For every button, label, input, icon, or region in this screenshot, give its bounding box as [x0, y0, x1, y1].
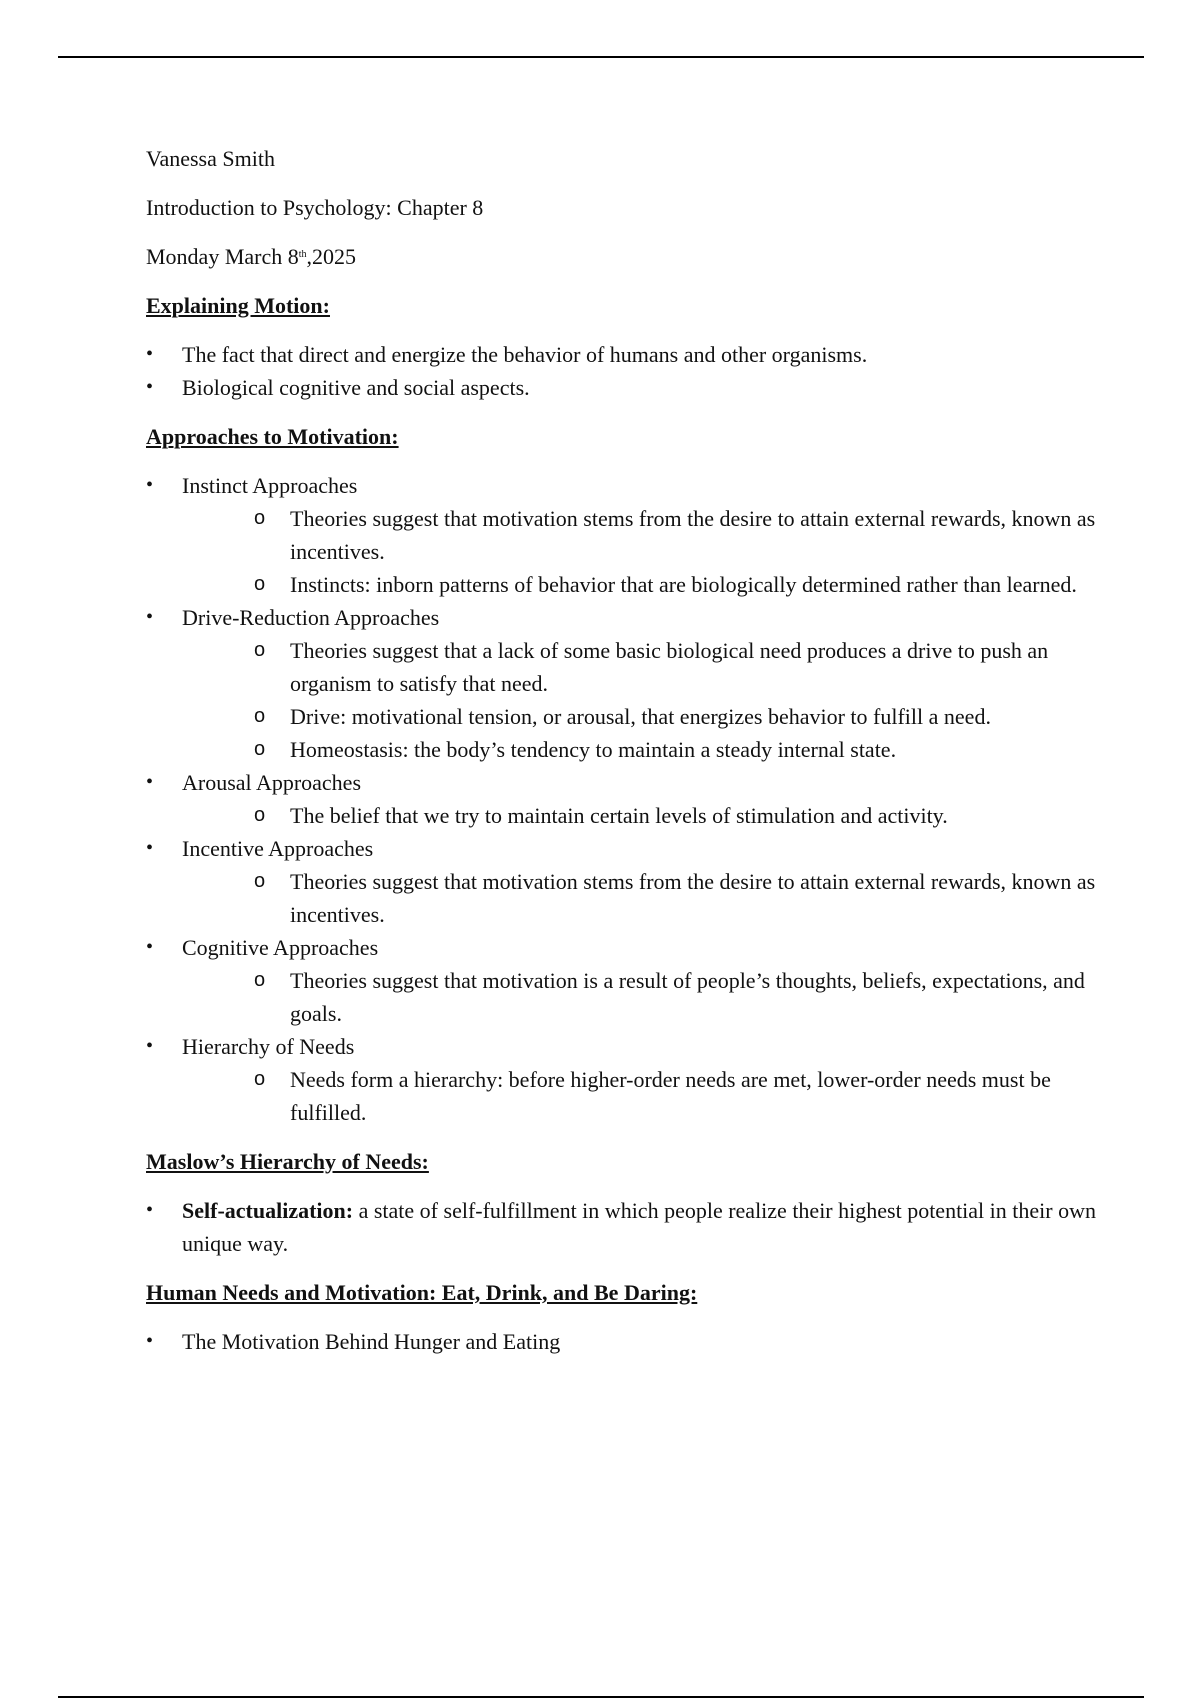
- bullet-icon: •: [146, 376, 154, 398]
- date-year: ,2025: [306, 244, 357, 269]
- author-name: Vanessa Smith: [146, 146, 275, 171]
- sub-list: [182, 964, 1096, 1030]
- sub-list-item: [182, 1063, 1096, 1129]
- course-title: Introduction to Psychology: Chapter 8: [146, 195, 484, 220]
- list-item-text: Instinct Approaches: [182, 473, 358, 498]
- sub-list-item: [182, 700, 1096, 733]
- sub-list-item: [182, 865, 1096, 931]
- header-rule: [58, 56, 1144, 58]
- sub-list-item-text: Theories suggest that motivation is a result of people’s thoughts, beliefs, expectations, and goals.: [290, 968, 1085, 1026]
- sub-list: [182, 634, 1096, 766]
- human-needs-list: [146, 1325, 1096, 1358]
- document-body: [146, 142, 1096, 1374]
- sub-list-item: [182, 502, 1096, 568]
- sub-list-item: [182, 568, 1096, 601]
- sub-list-item: [182, 733, 1096, 766]
- list-item: [146, 1194, 1096, 1260]
- list-item-text: Hierarchy of Needs: [182, 1034, 355, 1059]
- sub-list-item-text: Needs form a hierarchy: before higher-order needs are met, lower-order needs must be fulfilled.: [290, 1067, 1051, 1125]
- sub-list: [182, 1063, 1096, 1129]
- sub-list: [182, 799, 1096, 832]
- sub-list-item-text: The belief that we try to maintain certain levels of stimulation and activity.: [290, 803, 948, 828]
- list-item-text: Cognitive Approaches: [182, 935, 379, 960]
- footer-rule: [58, 1696, 1144, 1698]
- sub-list-item-text: Theories suggest that a lack of some basic biological need produces a drive to push an organism to satisfy that need.: [290, 638, 1049, 696]
- bullet-icon: •: [146, 771, 154, 793]
- list-item-text: Arousal Approaches: [182, 770, 362, 795]
- list-item-text: Drive-Reduction Approaches: [182, 605, 440, 630]
- bullet-icon: •: [146, 474, 154, 496]
- bullet-icon: •: [146, 837, 154, 859]
- bullet-icon: •: [146, 1035, 154, 1057]
- list-item: [146, 1325, 1096, 1358]
- circle-bullet-icon: o: [254, 804, 266, 826]
- circle-bullet-icon: o: [254, 507, 266, 529]
- sub-list: [182, 502, 1096, 601]
- list-item: [146, 931, 1096, 1030]
- sub-list-item-text: Theories suggest that motivation stems from the desire to attain external rewards, known as incentives.: [290, 869, 1096, 927]
- list-item: [146, 371, 1096, 404]
- list-item-text: The fact that direct and energize the behavior of humans and other organisms.: [182, 342, 868, 367]
- document-date: [146, 240, 1096, 273]
- heading-explaining-motion: Explaining Motion:: [146, 293, 330, 318]
- list-item: [146, 601, 1096, 766]
- date-ordinal: th: [298, 249, 307, 260]
- list-item: [146, 469, 1096, 601]
- circle-bullet-icon: o: [254, 738, 266, 760]
- term-definition: a state of self-fulfillment in which people realize their highest potential in their own unique way.: [182, 1198, 1096, 1256]
- heading-human-needs: Human Needs and Motivation: Eat, Drink, and Be Daring:: [146, 1280, 698, 1305]
- bullet-icon: •: [146, 606, 154, 628]
- list-item-text: Biological cognitive and social aspects.: [182, 375, 530, 400]
- list-item: [146, 338, 1096, 371]
- sub-list-item: [182, 634, 1096, 700]
- circle-bullet-icon: o: [254, 705, 266, 727]
- list-item-text: The Motivation Behind Hunger and Eating: [182, 1329, 561, 1354]
- maslow-list: [146, 1194, 1096, 1260]
- circle-bullet-icon: o: [254, 573, 266, 595]
- bullet-icon: •: [146, 343, 154, 365]
- heading-approaches-to-motivation: Approaches to Motivation:: [146, 424, 399, 449]
- bullet-icon: •: [146, 936, 154, 958]
- sub-list: [182, 865, 1096, 931]
- date-text: Monday March 8: [146, 244, 299, 269]
- bullet-icon: •: [146, 1199, 154, 1221]
- sub-list-item-text: Instincts: inborn patterns of behavior that are biologically determined rather than learned.: [290, 572, 1077, 597]
- circle-bullet-icon: o: [254, 969, 266, 991]
- list-item: [146, 766, 1096, 832]
- sub-list-item: [182, 964, 1096, 1030]
- bullet-icon: •: [146, 1330, 154, 1352]
- sub-list-item-text: Homeostasis: the body’s tendency to maintain a steady internal state.: [290, 737, 897, 762]
- sub-list-item: [182, 799, 1096, 832]
- list-item-text: Incentive Approaches: [182, 836, 374, 861]
- circle-bullet-icon: o: [254, 639, 266, 661]
- list-item: [146, 832, 1096, 931]
- sub-list-item-text: Theories suggest that motivation stems from the desire to attain external rewards, known as incentives.: [290, 506, 1096, 564]
- explaining-motion-list: [146, 338, 1096, 404]
- sub-list-item-text: Drive: motivational tension, or arousal, that energizes behavior to fulfill a need.: [290, 704, 991, 729]
- approaches-list: [146, 469, 1096, 1129]
- list-item: [146, 1030, 1096, 1129]
- term-self-actualization: Self-actualization:: [182, 1198, 354, 1223]
- circle-bullet-icon: o: [254, 870, 266, 892]
- circle-bullet-icon: o: [254, 1068, 266, 1090]
- heading-maslow-hierarchy: Maslow’s Hierarchy of Needs:: [146, 1149, 429, 1174]
